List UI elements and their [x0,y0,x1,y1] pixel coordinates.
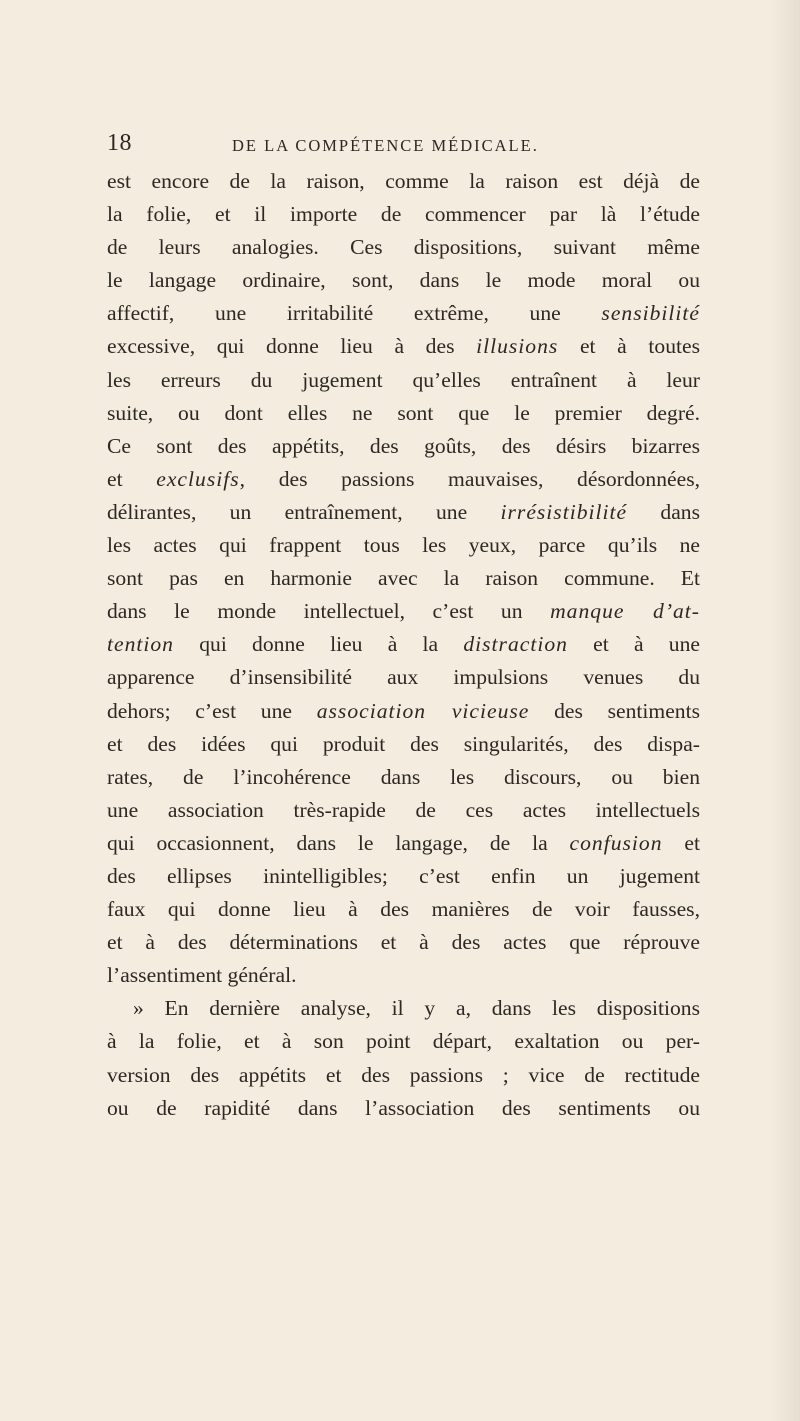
text-line [107,893,700,926]
text-run: des sentiments [529,698,700,723]
text-run: et à des déterminations et à des actes que réprouve [107,930,700,955]
text-line [107,430,700,463]
text-line [107,1025,700,1058]
text-line [107,695,700,728]
text-run: les erreurs du jugement qu’elles entraînent à leur [107,367,700,392]
text-run: rates, de l’incohérence dans les discours, ou bien [107,764,700,789]
text-line [107,959,700,992]
text-run: à la folie, et à son point départ, exaltation ou per- [107,1029,700,1054]
text-line [107,463,700,496]
text-run: et [662,830,700,855]
text-run: et [107,466,157,491]
text-run: faux qui donne lieu à des manières de voir fausses, [107,897,700,922]
text-run: et à toutes [558,334,700,359]
italic-text-run: manque d’at- [550,599,700,624]
text-line [107,529,700,562]
text-run: , des passions mauvaises, désordonnées, [239,466,700,491]
text-run: des ellipses inintelligibles; c’est enfin un jugement [107,863,700,888]
text-line [107,264,700,297]
text-run: la folie, et il importe de commencer par là l’étude [107,202,700,227]
text-run: délirantes, un entraînement, une [107,499,501,524]
text-line [107,364,700,397]
italic-text-run: association vicieuse [316,698,530,723]
text-run: Ce sont des appétits, des goûts, des désirs bizarres [107,433,700,458]
text-run: version des appétits et des passions ; vice de rectitude [107,1062,700,1087]
text-line [107,827,700,860]
text-run: qui donne lieu à la [173,632,464,657]
text-run: dans le monde intellectuel, c’est un [107,599,551,624]
text-line [107,1092,700,1125]
text-run: affectif, une irritabilité extrême, une [107,301,602,326]
text-line [107,926,700,959]
running-head [107,130,707,160]
text-run: de leurs analogies. Ces dispositions, suivant même [107,235,700,260]
text-line [107,297,700,330]
italic-text-run: tention [107,632,174,657]
text-run: dans [627,499,700,524]
italic-text-run: confusion [569,830,663,855]
text-run: dehors; c’est une [107,698,317,723]
text-line [107,562,700,595]
text-line [107,231,700,264]
text-line [107,661,700,694]
text-line [107,992,700,1025]
text-run: une association très-rapide de ces actes intellectuels [107,797,700,822]
text-line [107,595,700,628]
text-run: et à une [567,632,700,657]
text-line [107,628,700,661]
italic-text-run: illusions [476,334,559,359]
italic-text-run: exclusifs [156,466,240,491]
running-title: DE LA COMPÉTENCE MÉDICALE. [232,136,539,155]
text-line [107,496,700,529]
text-line [107,165,700,198]
text-line [107,397,700,430]
text-run: ou de rapidité dans l’association des sentiments ou [107,1095,700,1120]
italic-text-run: distraction [463,632,568,657]
page-number: 18 [107,130,132,156]
text-line [107,860,700,893]
text-line [107,1059,700,1092]
text-run: apparence d’insensibilité aux impulsions venues du [107,665,700,690]
italic-text-run: irrésistibilité [500,499,628,524]
text-run: qui occasionnent, dans le langage, de la [107,830,570,855]
text-line [107,761,700,794]
body-text [107,165,700,1125]
text-line [107,794,700,827]
text-run: sont pas en harmonie avec la raison commune. Et [107,566,700,591]
text-run: est encore de la raison, comme la raison est déjà de [107,169,700,193]
text-run: excessive, qui donne lieu à des [107,334,477,359]
italic-text-run: sensibilité [601,301,700,326]
text-run: les actes qui frappent tous les yeux, parce qu’ils ne [107,533,700,558]
text-run: et des idées qui produit des singularités, des dispa- [107,731,700,756]
text-run: le langage ordinaire, sont, dans le mode moral ou [107,268,700,293]
text-line [107,198,700,231]
text-line [107,330,700,363]
text-run: l’assentiment général. [107,963,297,988]
text-run: suite, ou dont elles ne sont que le premier degré. [107,400,700,425]
text-line [107,728,700,761]
text-run: » En dernière analyse, il y a, dans les dispositions [133,996,700,1021]
